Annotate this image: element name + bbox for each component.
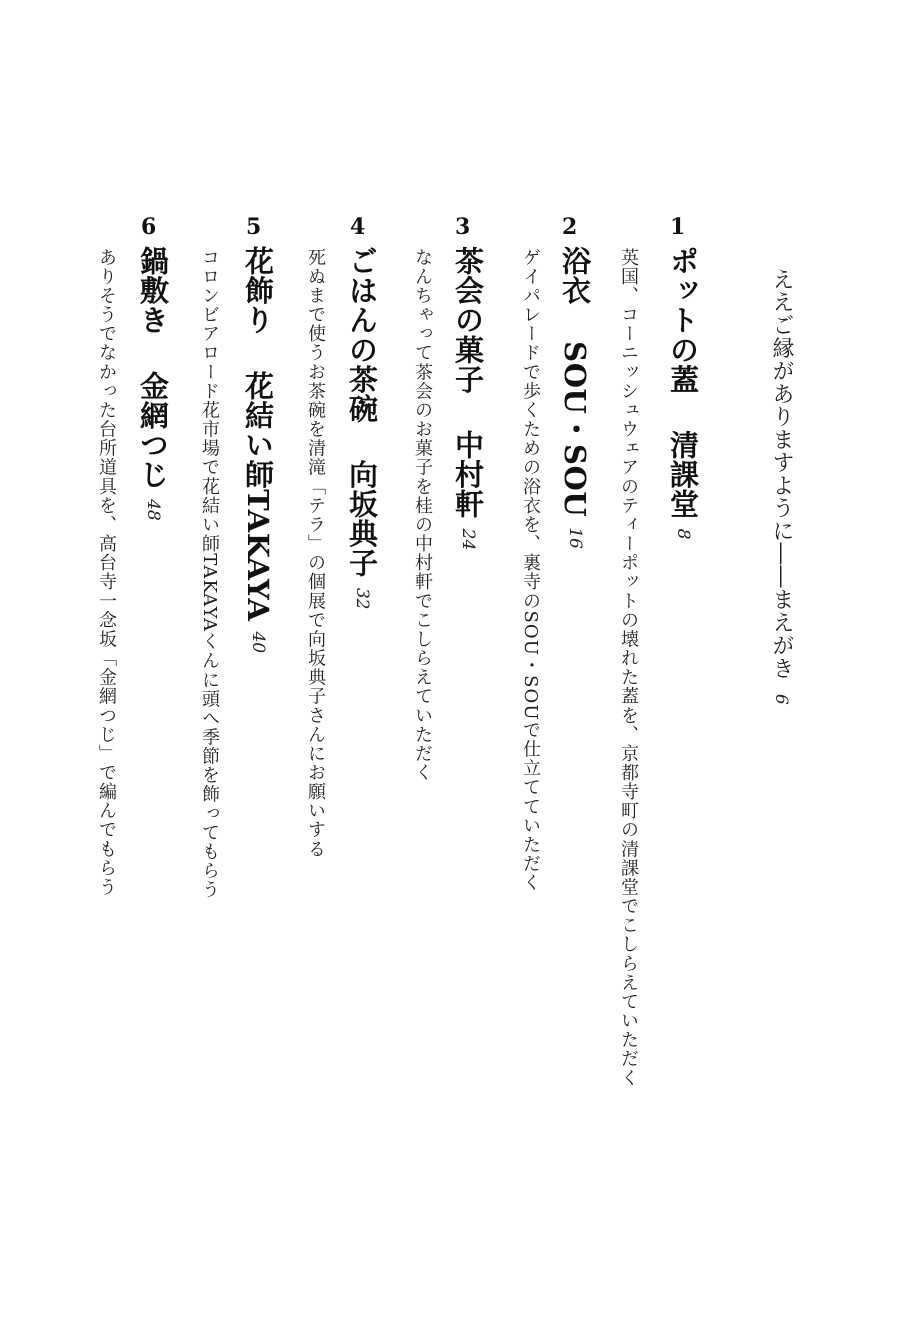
chapter-6-page-number: 48	[143, 499, 163, 521]
chapter-1-title: ポットの蓋	[666, 246, 700, 394]
chapter-5-maker: 花結い師TAKAYA	[241, 370, 275, 622]
chapter-4-title-line[interactable]	[345, 246, 379, 610]
preface-entry[interactable]	[770, 268, 792, 706]
chapter-3-page-number: 24	[458, 528, 478, 551]
chapter-6-number: 6	[141, 214, 157, 240]
chapter-5-description: コロンビアロード花市場で花結い師TAKAYAくんに頭へ季節を飾ってもらう	[199, 248, 220, 900]
chapter-4-page-number: 32	[352, 587, 372, 610]
chapter-6-title: 鍋敷き	[136, 246, 170, 335]
chapter-2-page-number: 16	[565, 527, 585, 549]
chapter-4-maker: 向坂典子	[345, 459, 379, 578]
preface-title: ええご縁がありますように――まえがき	[769, 268, 794, 680]
chapter-2-number: 2	[562, 214, 578, 240]
chapter-5-title-line[interactable]	[241, 246, 275, 654]
chapter-3-title: 茶会の菓子	[451, 246, 485, 394]
chapter-1-maker: 清課堂	[666, 429, 700, 519]
chapter-1-title-line[interactable]	[666, 246, 700, 540]
chapter-3-title-line[interactable]	[451, 246, 485, 551]
chapter-6-description: ありそうでなかった台所道具を、高台寺一念坂「金網つじ」で編んでもらう	[96, 248, 117, 897]
chapter-2-maker: SOU・SOU	[558, 341, 592, 518]
chapter-6-title-line[interactable]	[136, 246, 170, 521]
chapter-4-description: 死ぬまで使うお茶碗を清滝「テラ」の個展で向坂典子さんにお願いする	[305, 248, 326, 859]
chapter-4-number: 4	[350, 214, 366, 240]
preface-page-number: 6	[771, 693, 791, 706]
chapter-2-description: ゲイパレードで歩くための浴衣を、裏寺のSOU・SOUで仕立てていただく	[520, 248, 541, 893]
chapter-5-page-number: 40	[248, 631, 268, 654]
chapter-5-title: 花飾り	[241, 246, 275, 335]
chapter-3-maker: 中村軒	[451, 429, 485, 519]
chapter-1-number: 1	[670, 214, 686, 240]
chapter-5-number: 5	[246, 214, 262, 240]
chapter-4-title: ごはんの茶碗	[345, 246, 379, 424]
chapter-6-maker: 金網つじ	[136, 370, 170, 490]
chapter-1-description: 英国、コーニッシュウェアのティーポットの壊れた蓋を、京都寺町の清課堂でこしらえていただく	[618, 248, 639, 1088]
chapter-2-title-line[interactable]	[558, 246, 592, 549]
chapter-3-number: 3	[455, 214, 471, 240]
chapter-1-page-number: 8	[673, 528, 693, 540]
chapter-2-title: 浴衣	[558, 246, 592, 306]
chapter-3-description: なんちゃって茶会のお菓子を桂の中村軒でこしらえていただく	[412, 248, 433, 783]
